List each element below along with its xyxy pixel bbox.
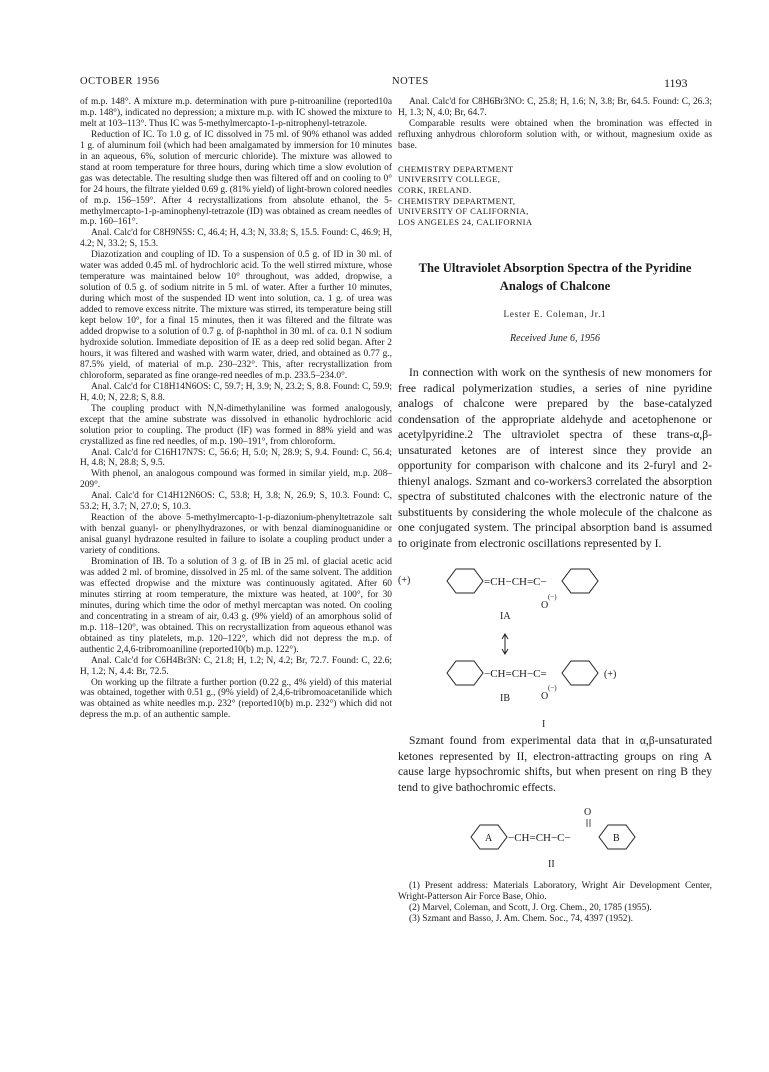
charge-plus: (+) <box>398 575 411 587</box>
ring-a-label: A <box>485 833 493 845</box>
running-header-date: OCTOBER 1956 <box>80 76 160 87</box>
left-column <box>80 97 392 721</box>
ib-chain: −CH=CH−C= <box>484 668 547 681</box>
paragraph: Anal. Calc'd for C16H17N7S: C, 56.6; H, 5.0; N, 28.9; S, 9.4. Found: C, 56.4; H, 4.8; N, 28.8; S, 9.5. <box>80 447 392 469</box>
paragraph: Anal. Calc'd for C14H12N6OS: C, 53.8; H, 3.8; N, 26.9; S, 10.3. Found: C, 53.2; H, 3.7; N, 27.0; S, 10.3. <box>80 491 392 513</box>
footnote: (2) Marvel, Coleman, and Scott, J. Org. Chem., 20, 1785 (1955). <box>409 903 652 914</box>
article-title: The Ultraviolet Absorption Spectra of the Pyridine Analogs of Chalcone <box>418 261 692 294</box>
paragraph: Anal. Calc'd for C18H14N6OS: C, 59.7; H, 3.9; N, 23.2; S, 8.8. Found: C, 59.9; H, 4.0; N, 22.8; S, 8.8. <box>80 381 392 403</box>
label-ib: IB <box>500 693 510 705</box>
paragraph: Anal. Calc'd for C8H6Br3NO: C, 25.8; H, 1.6; N, 3.8; Br, 64.5. Found: C, 26.3; H, 1.3; N, 4.0; Br, 64.7. <box>398 97 712 118</box>
paragraph: In connection with work on the synthesis of new monomers for free radical polymerization studies, a series of nine pyridine analogs of chalcone were prepared by the base-catalyzed condensation of the appropriate aldehyde and acetophenone or acetylpyridine.2 The ultraviolet spectra of these trans-α,β-unsaturated ketones are of interest since they provide an opportunity for comparison with chalcone and its 2-furyl and 2-thienyl analogs. Szmant and co-workers3 correlated the absorption spectra of substituted chalcones with the electronic nature of the substituents by considering the whole molecule of the chalcone as one conjugated system. The principal absorption band is assumed to originate from electronic oscillations represented by I. <box>398 366 712 550</box>
resonance-structures-svg <box>398 555 712 733</box>
charge-minus: (−) <box>548 684 557 693</box>
paragraph: Diazotization and coupling of ID. To a suspension of 0.5 g. of ID in 30 ml. of water was added 0.45 ml. of hydrochloric acid. To the well stirred mixture, whose temperature was maintained below 10° throughout, was added, dropwise, a solution of 0.5 g. of sodium nitrite in 5 ml. of water. After a further 10 minutes, during which most of the suspended ID went into solution, ca. 1 g. of urea was added to remove excess nitrite. The mixture was stirred, its temperature being still kept below 10°, for a final 15 minutes, then it was filtered and the filtrate was added dropwise to a solution of 0.7 g. of β-naphthol in 30 ml. of ca. 0.1 N sodium hydroxide solution. Immediate deposition of IE as a deep red solid began. After 2 hours, it was filtered and washed with warm water, dried, and obtained as 0.77 g., 87.5% yield, of material of m.p. 230–232°. This, after recrystallization from chloroform, separated as fine orange-red needles of m.p. 233.5–234.0°. <box>80 250 392 381</box>
address-line: UNIVERSITY COLLEGE, <box>398 174 501 185</box>
paragraph: Anal. Calc'd for C6H4Br3N: C, 21.8; H, 1.2; N, 4.2; Br, 72.7. Found: C, 22.6; H, 1.2; N, 4.4: Br, 72.5. <box>80 655 392 677</box>
paragraph: Szmant found from experimental data that in α,β-unsaturated ketones represented by II, electron-attracting groups on ring A cause large hypsochromic shifts, but when present on ring B they tend to give bathochromic effects. <box>398 734 712 794</box>
benzene-ring <box>562 661 598 685</box>
address-line: LOS ANGELES 24, CALIFORNIA <box>398 216 533 227</box>
resonance-scheme-i <box>398 555 712 733</box>
paragraph: Reduction of IC. To 1.0 g. of IC dissolved in 75 ml. of 90% ethanol was added 1 g. of aluminum foil (which had been amalgamated by immersion for 10 minutes in an aqueous, 6%, solution of mercuric chloride). The mixture was allowed to stand at room temperature for three hours, during which time a slow evolution of gas was detectable. The resulting sludge then was filtered off and on cooling to 0° for 24 hours, the filtrate yielded 0.69 g. (81% yield) of light-brown colored needles of m.p. 156–159°. After 4 recrystallizations from absolute ethanol, the 5-methylmercapto-1-p-aminophenyl-tetrazole (ID) was obtained as cream needles of m.p. 160–161°. <box>80 129 392 228</box>
paragraph: of m.p. 148°. A mixture m.p. determination with pure p-nitroaniline (reported10a m.p. 148°), indicated no depression; a mixture m.p. with IC showed the mixture to melt at 103–113°. Thus IC was 5-methylmercapto-1-p-nitrophenyl-tetrazole. <box>80 97 392 129</box>
footnote: (1) Present address: Materials Laboratory, Wright Air Development Center, Wright-Patterson Air Force Base, Ohio. <box>398 881 712 903</box>
ring-b-label: B <box>613 833 620 845</box>
ia-chain: =CH−CH=C− <box>484 576 547 589</box>
benzene-ring <box>447 661 483 685</box>
address-line: CHEMISTRY DEPARTMENT, <box>398 195 516 206</box>
charge-plus: (+) <box>604 669 617 681</box>
paragraph: Reaction of the above 5-methylmercapto-1-p-diazonium-phenyltetrazole salt with benzal guanyl- or phenylhydrazones, or with benzal diaminoguanidine or anisal guanyl hydrazone resulted in failure to isolate a coupling product under a variety of conditions. <box>80 513 392 557</box>
paragraph: Bromination of IB. To a solution of 3 g. of IB in 25 ml. of glacial acetic acid was added 2 ml. of bromine, dissolved in 25 ml. of the same solvent. The addition was effected dropwise and the mixture was continuously agitated. After 60 minutes stirring at room temperature, the mixture was heated, at 100°, for 30 minutes, during which time the odor of methyl mercaptan was noted. On cooling and concentrating in a stream of air, 0.43 g. (9% yield) of an amorphous solid of m.p. 118–120°, was obtained. This on recrystallization from aqueous ethanol was obtained as tiny platelets, m.p. 120–122°, which did not depress the m.p. of authentic 2,4,6-tribromoaniline (reported10(b) m.p. 122°). <box>80 557 392 655</box>
paragraph: On working up the filtrate a further portion (0.22 g., 4% yield) of this material was obtained, together with 0.51 g., (9% yield) of 2,4,6-tribromoacetanilide which was obtained as white needles m.p. 232° (reported10(b) m.p. 232°) which did not depress the m.p. of an authentic sample. <box>80 677 392 721</box>
footnotes <box>398 881 712 925</box>
label-ii: II <box>548 859 555 871</box>
label-i: I <box>542 719 546 731</box>
charge-minus: (−) <box>548 593 557 602</box>
oxygen-label: O <box>584 807 592 819</box>
right-column <box>398 97 712 925</box>
author-address <box>398 164 712 228</box>
paragraph: With phenol, an analogous compound was formed in similar yield, m.p. 208–209°. <box>80 469 392 491</box>
oxygen-label: O <box>541 691 549 703</box>
address-line: CHEMISTRY DEPARTMENT <box>398 163 514 174</box>
article-author: Lester E. Coleman, Jr.1 <box>503 309 607 320</box>
benzene-ring <box>562 569 598 593</box>
page-number: 1193 <box>664 76 688 90</box>
address-line: CORK, IRELAND. <box>398 184 472 195</box>
paragraph: Comparable results were obtained when the bromination was effected in refluxing anhydrous chloroform solution with, or without, magnesium oxide as base. <box>398 118 712 151</box>
paragraph: Anal. Calc'd for C8H9N5S: C, 46.4; H, 4.3; N, 33.8; S, 15.5. Found: C, 46.9; H, 4.2; N, 33.2; S, 15.3. <box>80 228 392 250</box>
benzene-ring <box>447 569 483 593</box>
ii-chain: −CH=CH−C− <box>508 832 571 845</box>
structure-ii-svg <box>398 801 712 873</box>
oxygen-label: O <box>541 600 549 612</box>
running-header-section: NOTES <box>392 76 429 87</box>
address-line: UNIVERSITY OF CALIFORNIA, <box>398 206 529 217</box>
structure-ii <box>398 801 712 873</box>
paragraph: The coupling product with N,N-dimethylaniline was formed analogously, except that the amine substrate was dissolved in ethanolic hydrochloric acid solution prior to coupling. The product (IF) was formed in 88% yield and was crystallized as fine red needles, of m.p. 190–191°, from chloroform. <box>80 403 392 447</box>
received-date: Received June 6, 1956 <box>510 333 600 345</box>
label-ia: IA <box>500 611 511 623</box>
footnote: (3) Szmant and Basso, J. Am. Chem. Soc., 74, 4397 (1952). <box>409 914 633 925</box>
